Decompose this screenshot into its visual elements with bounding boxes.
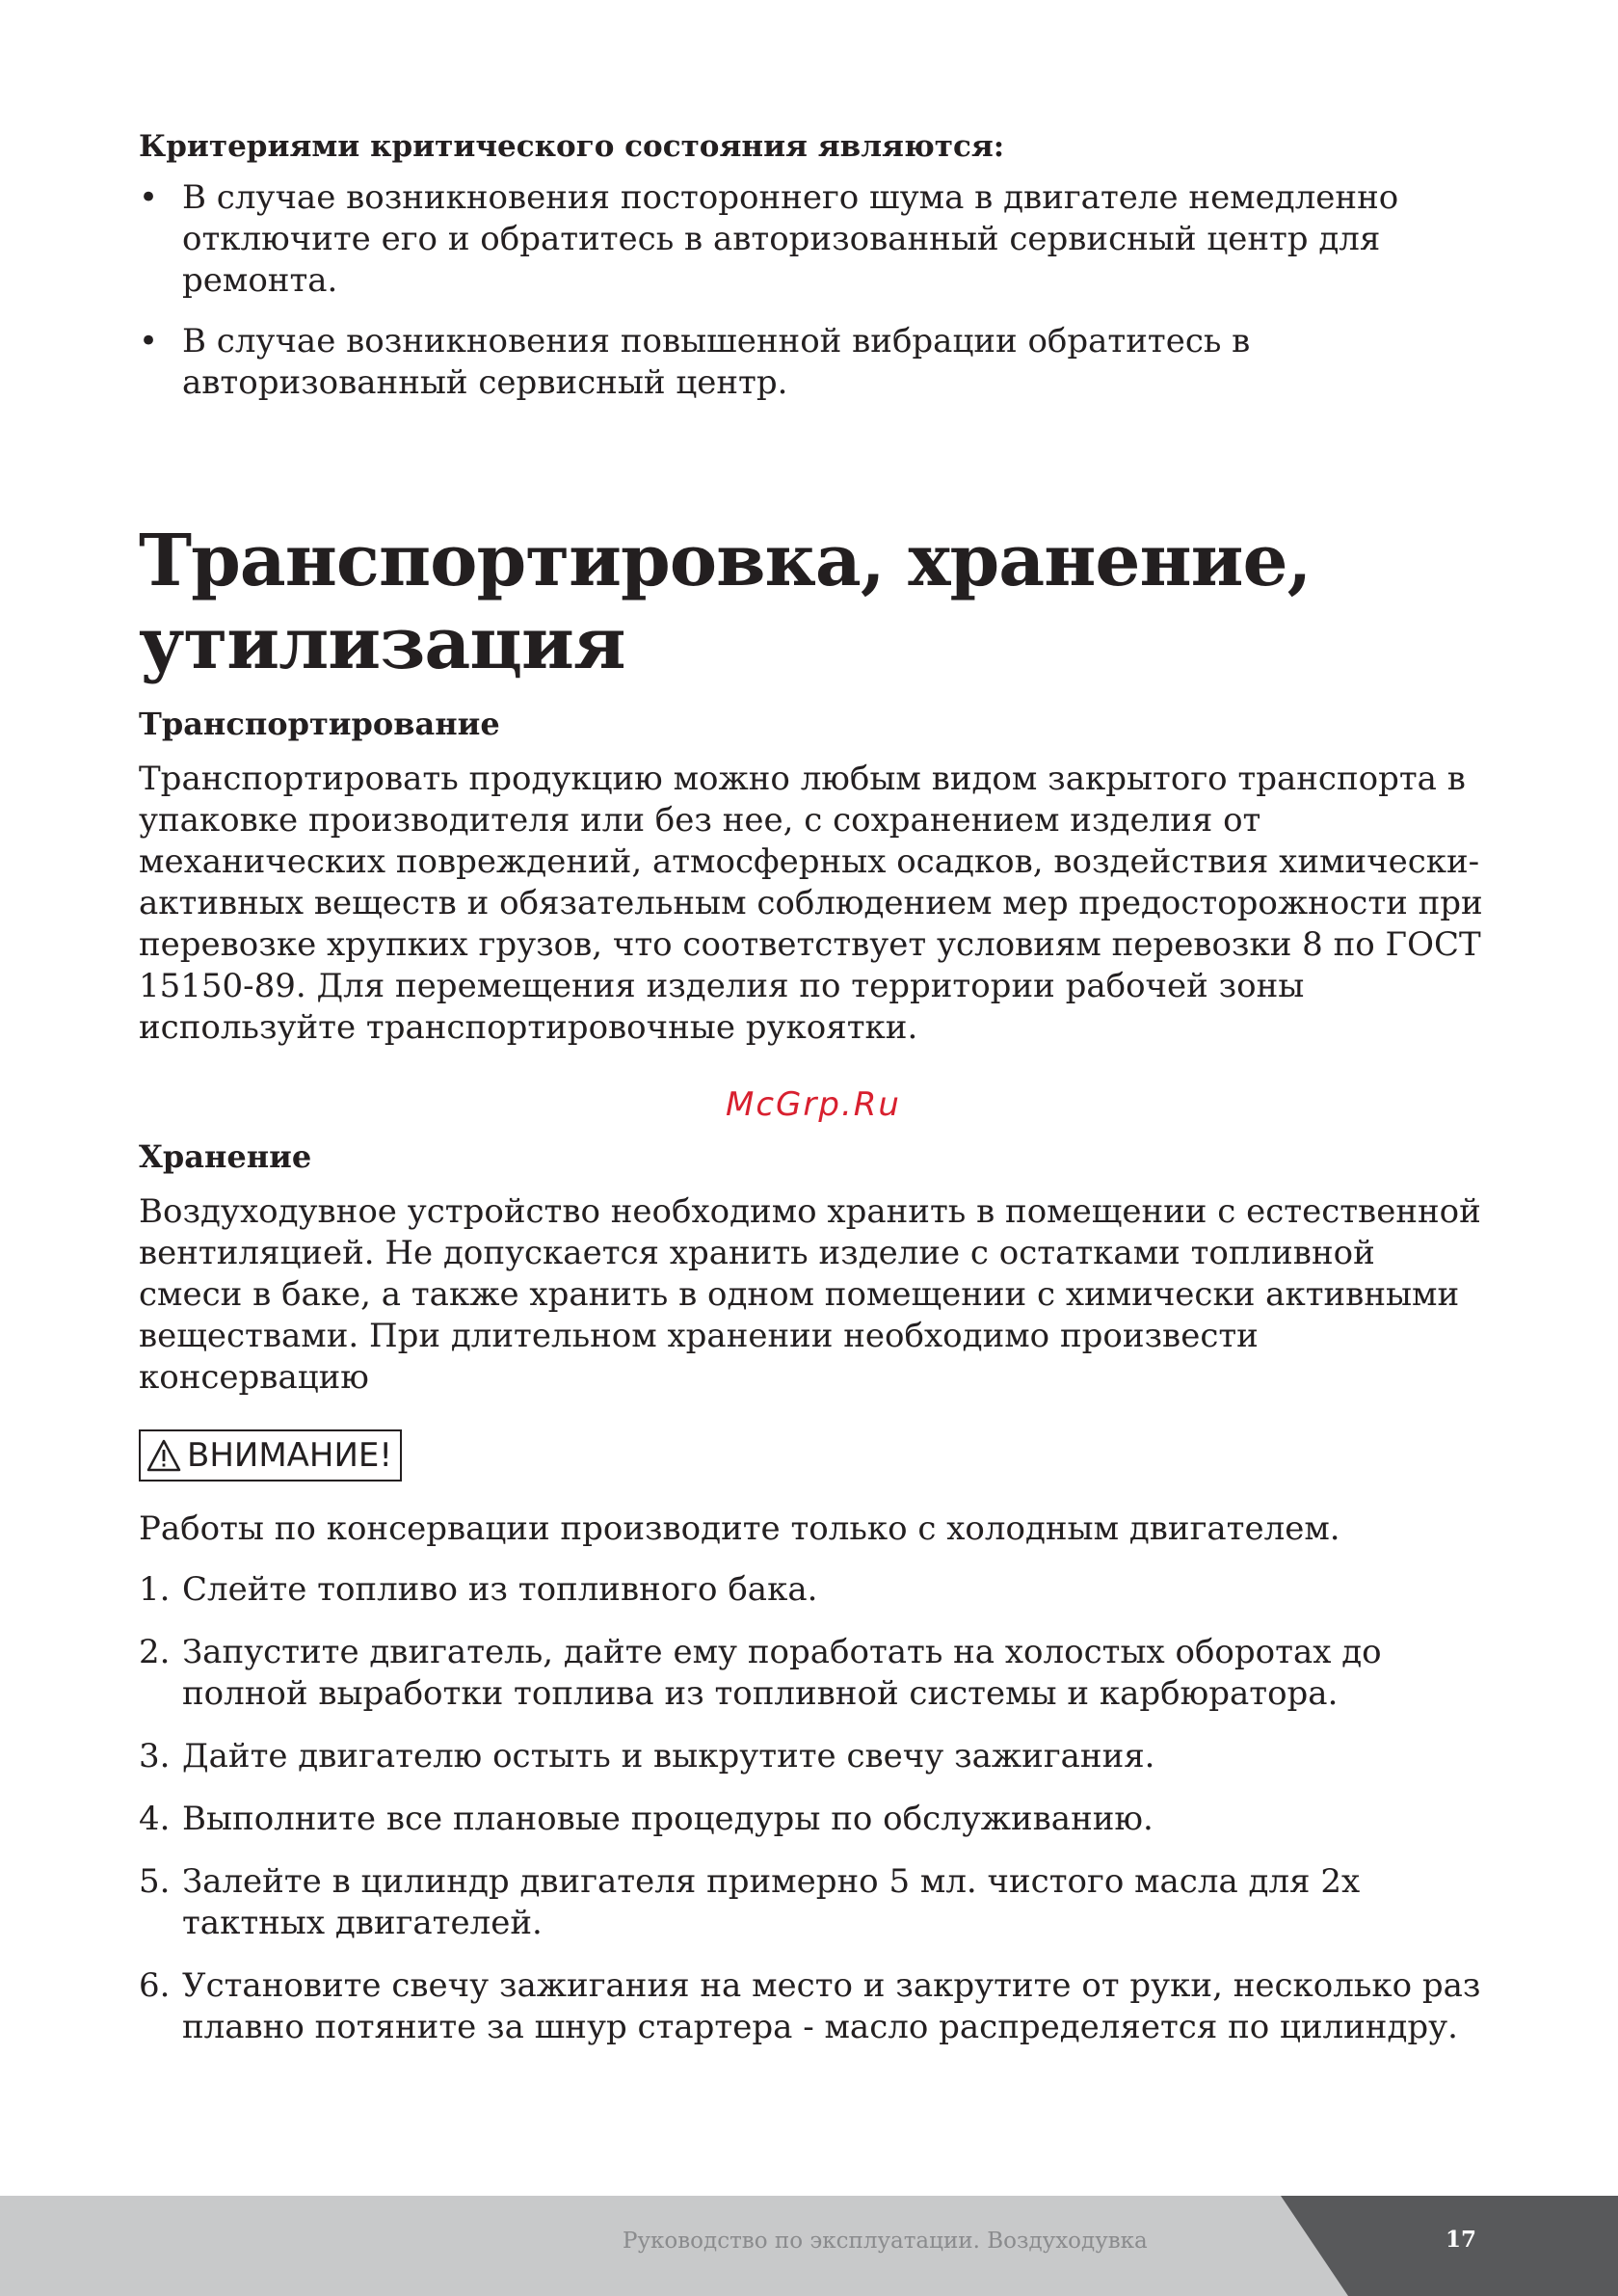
- step-number: 2.: [139, 1633, 171, 1671]
- list-item: [139, 1965, 1488, 2048]
- list-item: [139, 1569, 1488, 1611]
- list-item: [139, 321, 1488, 404]
- section-title: [139, 520, 1488, 685]
- list-item-text: В случае возникновения повышенной вибрации обратитесь в авторизованный сервисный центр.: [182, 322, 1251, 402]
- transport-text: Транспортировать продукцию можно любым видом закрытого транспорта в упаковке производителя или без нее, с сохранением изделия от механических повреждений, атмосферных осадков, воздействия химически-активных веществ и обязательным соблюдением мер предосторожности при перевозке хрупких грузов, что соответствует условиям перевозки 8 по ГОСТ 15150-89. Для перемещения изделия по территории рабочей зоны используйте транспортировочные рукоятки.: [139, 760, 1483, 1047]
- step-number: 4.: [139, 1800, 171, 1838]
- transport-heading: Транспортирование: [139, 706, 500, 742]
- section-title-line1: Транспортировка, хранение,: [139, 520, 1312, 602]
- warning-triangle-icon: [146, 1439, 181, 1472]
- list-item: [139, 177, 1488, 302]
- list-item: [139, 1861, 1488, 1944]
- section-title-line2: утилизация: [139, 602, 625, 685]
- storage-text: Воздуходувное устройство необходимо хранить в помещении с естественной вентиляцией. Не допускается хранить изделие с остатками топливной смеси в баке, а также хранить в одном помещении с химически активными веществами. При длительном хранении необходимо произвести консервацию: [139, 1192, 1481, 1397]
- criteria-list: [139, 177, 1488, 404]
- step-text: Залейте в цилиндр двигателя примерно 5 мл. чистого масла для 2х тактных двигателей.: [182, 1862, 1361, 1942]
- step-text: Дайте двигателю остыть и выкрутите свечу зажигания.: [182, 1737, 1155, 1775]
- step-number: 3.: [139, 1737, 171, 1775]
- step-text: Установите свечу зажигания на место и закрутите от руки, несколько раз плавно потяните за шнур стартера - масло распределяется по цилиндру.: [182, 1966, 1481, 2046]
- criteria-title: Критериями критического состояния являются:: [139, 129, 1005, 164]
- step-text: Выполните все плановые процедуры по обслуживанию.: [182, 1800, 1154, 1838]
- bullet-mark: •: [139, 322, 159, 360]
- step-number: 5.: [139, 1862, 171, 1901]
- conservation-intro: Работы по консервации производите только с холодным двигателем.: [139, 1509, 1340, 1548]
- bullet-mark: •: [139, 178, 159, 217]
- step-number: 6.: [139, 1966, 171, 2005]
- step-number: 1.: [139, 1570, 171, 1609]
- conservation-steps: [139, 1569, 1488, 2048]
- list-item: [139, 1799, 1488, 1840]
- page-number: 17: [1446, 2227, 1477, 2253]
- watermark: McGrp.Ru: [726, 1085, 901, 1124]
- list-item: [139, 1736, 1488, 1777]
- step-text: Слейте топливо из топливного бака.: [182, 1570, 818, 1609]
- list-item-text: В случае возникновения постороннего шума в двигателе немедленно отключите его и обратитесь в авторизованный сервисный центр для ремонта.: [182, 178, 1399, 300]
- warning-box: [139, 1429, 402, 1482]
- footer-doc-title: Руководство по эксплуатации. Воздуходувка: [623, 2229, 1148, 2254]
- storage-heading: Хранение: [139, 1138, 312, 1175]
- warning-label: ВНИМАНИЕ!: [187, 1436, 393, 1475]
- list-item: [139, 1632, 1488, 1715]
- page-footer: [0, 2196, 1618, 2296]
- page-content: [139, 125, 1488, 2069]
- step-text: Запустите двигатель, дайте ему поработать на холостых оборотах до полной выработки топлива из топливной системы и карбюратора.: [182, 1633, 1382, 1713]
